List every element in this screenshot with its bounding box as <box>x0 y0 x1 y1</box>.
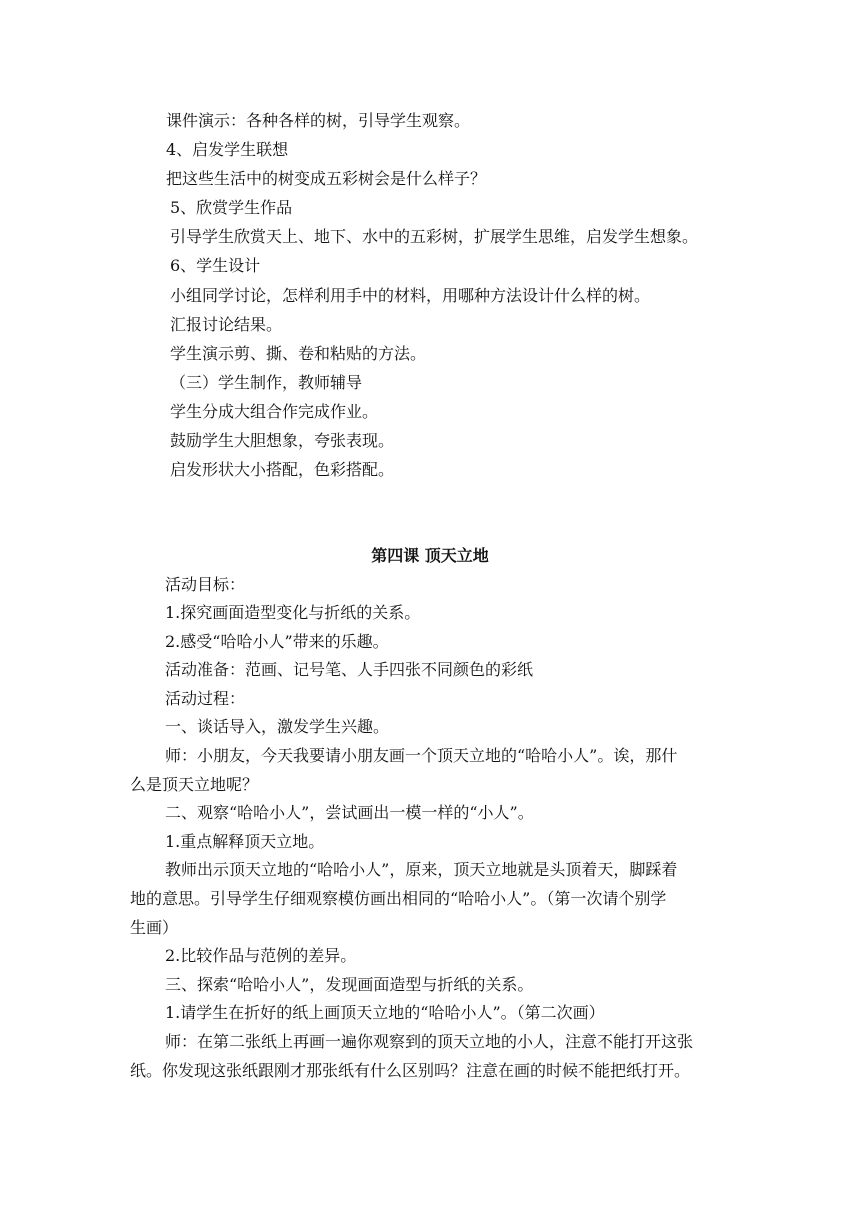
text-line: 二、观察“哈哈小人”，尝试画出一模一样的“小人”。 <box>165 803 534 822</box>
text-line: （三）学生制作，教师辅导 <box>170 373 363 392</box>
text-line: 把这些生活中的树变成五彩树会是什么样子？ <box>166 169 487 188</box>
text-line: 学生演示剪、撕、卷和粘贴的方法。 <box>170 344 427 363</box>
text-line: 4、启发学生联想 <box>166 140 289 159</box>
text-line: 师：小朋友，今天我要请小朋友画一个顶天立地的“哈哈小人”。诶，那什 <box>165 746 678 765</box>
text-line: 生画） <box>130 918 179 937</box>
text-line: 1.探究画面造型变化与折纸的关系。 <box>165 603 421 622</box>
text-line: 活动过程： <box>165 689 246 708</box>
text-line: 6、学生设计 <box>170 256 261 275</box>
text-line: 地的意思。引导学生仔细观察模仿画出相同的“哈哈小人”。（第一次请个别学 <box>130 889 667 908</box>
text-line: 活动目标： <box>165 575 246 594</box>
text-line: 引导学生欣赏天上、地下、水中的五彩树，扩展学生思维，启发学生想象。 <box>170 227 699 246</box>
text-line: 纸。你发现这张纸跟刚才那张纸有什么区别吗？注意在画的时候不能把纸打开。 <box>130 1061 691 1080</box>
text-line: 一、谈话导入，激发学生兴趣。 <box>165 717 390 736</box>
text-line: 三、探索“哈哈小人”，发现画面造型与折纸的关系。 <box>165 975 534 994</box>
text-line: 启发形状大小搭配，色彩搭配。 <box>170 460 395 479</box>
text-line: 2.比较作品与范例的差异。 <box>165 946 357 965</box>
text-line: 活动准备：范画、记号笔、人手四张不同颜色的彩纸 <box>165 660 534 679</box>
text-line: 师：在第二张纸上再画一遍你观察到的顶天立地的小人，注意不能打开这张 <box>165 1032 694 1051</box>
lesson-title: 第四课 顶天立地 <box>371 546 489 565</box>
text-line: 小组同学讨论，怎样利用手中的材料，用哪种方法设计什么样的树。 <box>170 286 651 305</box>
text-line: 学生分成大组合作完成作业。 <box>170 402 379 421</box>
text-line: 课件演示：各种各样的树，引导学生观察。 <box>166 111 471 130</box>
text-line: 汇报讨论结果。 <box>170 315 283 334</box>
text-line: 鼓励学生大胆想象，夸张表现。 <box>170 431 395 450</box>
text-line: 么是顶天立地呢？ <box>130 775 259 794</box>
text-line: 2.感受“哈哈小人”带来的乐趣。 <box>165 632 389 651</box>
text-line: 教师出示顶天立地的“哈哈小人”，原来，顶天立地就是头顶着天，脚踩着 <box>165 860 678 879</box>
text-line: 5、欣赏学生作品 <box>170 198 293 217</box>
text-line: 1.重点解释顶天立地。 <box>165 832 325 851</box>
text-line: 1.请学生在折好的纸上画顶天立地的“哈哈小人”。（第二次画） <box>165 1003 605 1022</box>
